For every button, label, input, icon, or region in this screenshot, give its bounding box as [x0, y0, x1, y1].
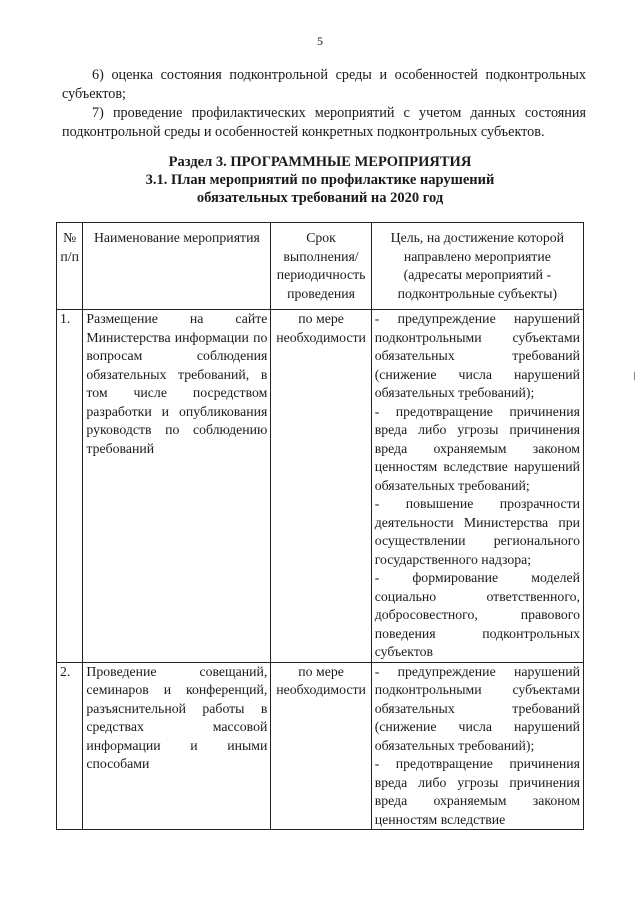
header-term: Срок выполнения/периодичность проведения: [271, 223, 371, 310]
header-number: № п/п: [57, 223, 83, 310]
section-title: Раздел 3. ПРОГРАММНЫЕ МЕРОПРИЯТИЯ: [168, 154, 472, 170]
intro-text: [62, 66, 586, 142]
row-term: по мере необходимости: [271, 310, 371, 663]
goal-item: - предотвращение причинения вреда либо угрозы причинения вреда охраняемым законом ценностям вследствие нарушений обязательных требований;: [374, 403, 580, 493]
section-subtitle-line1: 3.1. План мероприятий по профилактике нарушений: [145, 172, 495, 188]
row-number: 1.: [57, 310, 83, 663]
goal-item: - повышение прозрачности деятельности Министерства при осуществлении регионального государственного надзора;: [374, 496, 580, 567]
row-activity-name: Размещение на сайте Министерства информации по вопросам соблюдения обязательных требований, в том числе посредством разработки и опубликования руководств по соблюдению требований: [83, 310, 271, 663]
intro-item-6: 6) оценка состояния подконтрольной среды и особенностей подконтрольных субъектов;: [62, 67, 586, 102]
intro-item-7: 7) проведение профилактических мероприятий с учетом данных состояния подконтрольной среды и особенностей конкретных подконтрольных субъектов.: [62, 105, 586, 140]
header-goal: Цель, на достижение которой направлено мероприятие (адресаты мероприятий - подконтрольные субъекты): [371, 223, 583, 310]
goal-item: - предупреждение нарушений подконтрольными субъектами обязательных требований (снижение числа нарушений обязательных требований);: [374, 663, 580, 753]
table-row: [57, 310, 584, 663]
header-activity-name: Наименование мероприятия: [83, 223, 271, 310]
row-activity-name: Проведение совещаний, семинаров и конференций, разъяснительной работы в средствах массовой информации и иными способами: [83, 662, 271, 830]
table-row: [57, 662, 584, 830]
section-subtitle-line2: обязательных требований на 2020 год: [196, 190, 444, 206]
row-number: 2.: [57, 662, 83, 830]
row-term: по мере необходимости: [271, 662, 371, 830]
scan-mark: [634, 372, 635, 380]
row-goal: [371, 662, 583, 830]
table-header-row: [57, 223, 584, 310]
page-number: 5: [317, 34, 323, 48]
goal-item: - формирование моделей социально ответственного, добросовестного, правового поведения подконтрольных субъектов: [374, 570, 580, 659]
row-goal: [371, 310, 583, 663]
goal-item: - предупреждение нарушений подконтрольными субъектами обязательных требований (снижение числа нарушений обязательных требований);: [374, 311, 580, 400]
activities-table: [56, 222, 584, 830]
goal-item: - предотвращение причинения вреда либо угрозы причинения вреда охраняемым законом ценностям вследствие: [374, 756, 580, 827]
